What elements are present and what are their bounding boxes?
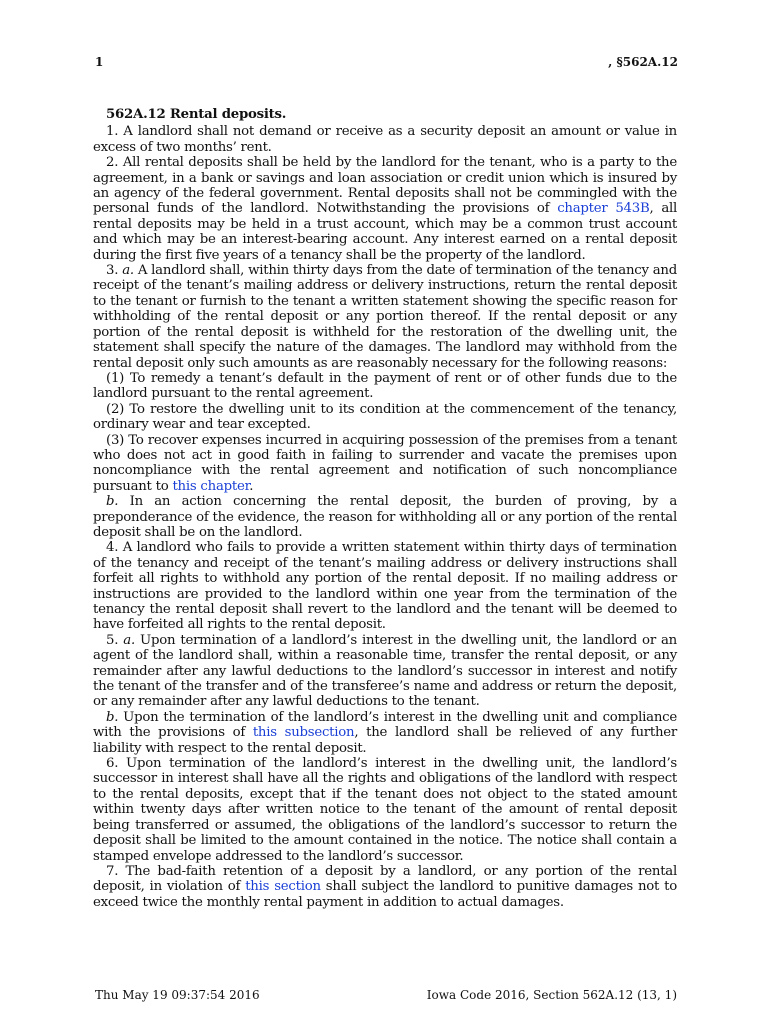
subsection-5a: 5. a. Upon termination of a landlord’s interest in the dwelling unit, the landlord or an agent of the landlord shall, within a reasonable time, transfer the rental deposit, or any remainder after any lawful deductions to the landlord’s successor in interest and notify the tenant of the transfer and of the transferee’s name and address or return the deposit, or any remainder after any lawful deductions to the tenant. bbox=[93, 632, 677, 710]
subsection-3b: b. In an action concerning the rental deposit, the burden of proving, by a preponderance of the evidence, the reason for withholding all or any portion of the rental deposit shall be on the landlord. bbox=[93, 494, 677, 540]
subsection-6: 6. Upon termination of the landlord’s interest in the dwelling unit, the landlord’s successor in interest shall have all the rights and obligations of the landlord with respect to the rental deposits, except that if the tenant does not object to the stated amount within twenty days after written notice to the tenant of the amount of rental deposit being transferred or assumed, the obligations of the landlord’s successor to return the deposit shall be limited to the amount contained in the notice. The notice shall contain a stamped envelope addressed to the landlord’s successor. bbox=[93, 756, 677, 864]
statute-body bbox=[93, 107, 677, 910]
page-number: 1 bbox=[95, 55, 104, 69]
subsection-3a-3: (3) To recover expenses incurred in acquiring possession of the premises from a tenant who does not act in good faith in failing to surrender and vacate the premises upon noncompliance with the rental agreement and notification of such noncompliance pursuant to this chapter. bbox=[93, 432, 677, 494]
subsection-1: 1. A landlord shall not demand or receive as a security deposit an amount or value in excess of two months’ rent. bbox=[93, 124, 677, 155]
this-subsection-link[interactable]: this subsection bbox=[252, 725, 355, 741]
subsection-3a-2: (2) To restore the dwelling unit to its condition at the commencement of the tenancy, ordinary wear and tear excepted. bbox=[93, 401, 677, 433]
this-section-link[interactable]: this section bbox=[245, 879, 321, 895]
subsection-3a-1: (1) To remedy a tenant’s default in the payment of rent or of other funds due to the landlord pursuant to the rental agreement. bbox=[93, 370, 677, 402]
subsection-4: 4. A landlord who fails to provide a written statement within thirty days of termination of the tenancy and receipt of the tenant’s mailing address or delivery instructions shall forfeit all rights to withhold any portion of the rental deposit. If no mailing address or instructions are provided to the landlord within one year from the termination of the tenancy the rental deposit shall revert to the landlord and the tenant will be deemed to have forfeited all rights to the rental deposit. bbox=[93, 540, 677, 633]
section-title: 562A.12 Rental deposits. bbox=[106, 107, 287, 122]
section-reference: , §562A.12 bbox=[608, 55, 678, 69]
this-chapter-link[interactable]: this chapter bbox=[172, 478, 250, 494]
subsection-2: 2. All rental deposits shall be held by the landlord for the tenant, who is a party to the agreement, in a bank or savings and loan association or credit union which is insured by an agency of the federal government. Rental deposits shall not be commingled with the personal funds of the landlord. Notwithstanding the provisions of chapter 543B, all rental deposits may be held in a trust account, which may be a common trust account and which may be an interest-bearing account. Any interest earned on a rental deposit during the first five years of a tenancy shall be the property of the landlord. bbox=[93, 155, 678, 263]
chapter-543b-link[interactable]: chapter 543B bbox=[557, 201, 650, 217]
footer-citation: Iowa Code 2016, Section 562A.12 (13, 1) bbox=[426, 988, 677, 1002]
page-header bbox=[95, 55, 678, 71]
subsection-3a: 3. a. A landlord shall, within thirty days from the date of termination of the tenancy and receipt of the tenant’s mailing address or delivery instructions, return the rental deposit to the tenant or furnish to the tenant a written statement showing the specific reason for withholding of the rental deposit or any portion thereof. If the rental deposit or any portion of the rental deposit is withheld for the restoration of the dwelling unit, the statement shall specify the nature of the damages. The landlord may withhold from the rental deposit only such amounts as are reasonably necessary for the following reasons: bbox=[93, 263, 678, 371]
subsection-5b: b. Upon the termination of the landlord’s interest in the dwelling unit and compliance with the provisions of this subsection, the landlord shall be relieved of any further liability with respect to the rental deposit. bbox=[93, 709, 677, 756]
subsection-7: 7. The bad-faith retention of a deposit by a landlord, or any portion of the rental deposit, in violation of this section shall subject the landlord to punitive damages not to exceed twice the monthly rental payment in addition to actual damages. bbox=[93, 863, 677, 910]
footer-timestamp: Thu May 19 09:37:54 2016 bbox=[95, 988, 260, 1002]
